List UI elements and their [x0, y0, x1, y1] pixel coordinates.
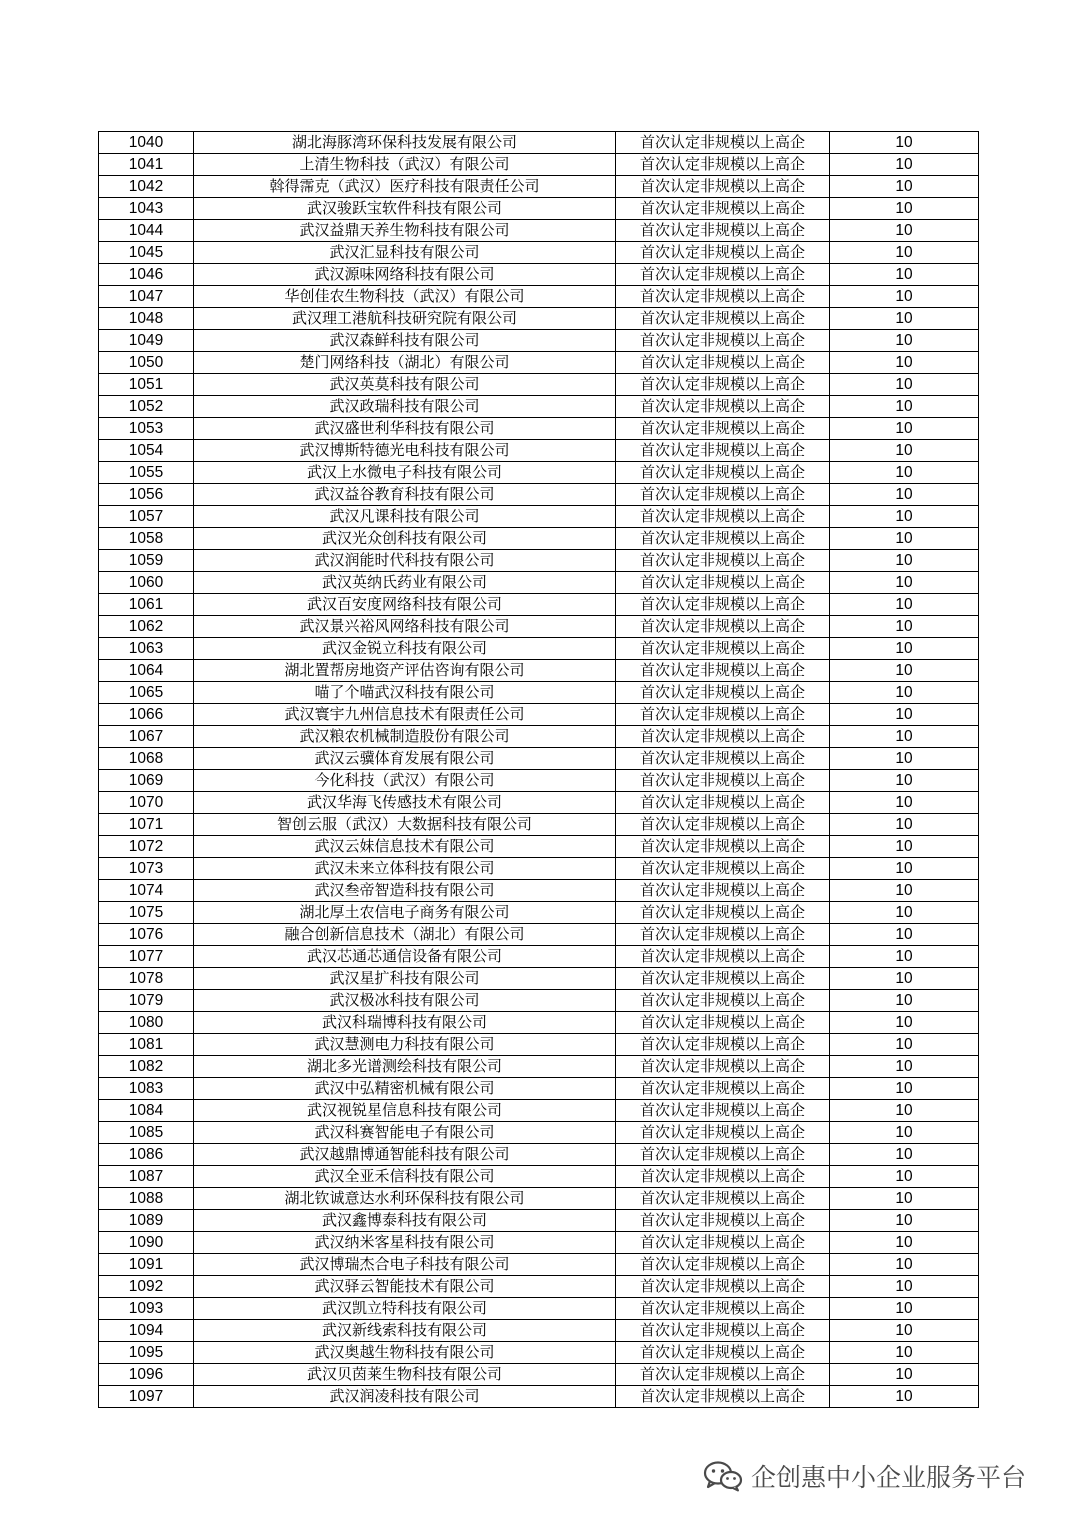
company-name: 武汉景兴裕风网络科技有限公司	[194, 616, 616, 638]
award-amount: 10	[830, 176, 979, 198]
table-row	[99, 418, 979, 440]
company-name: 楚门网络科技（湖北）有限公司	[194, 352, 616, 374]
recognition-category: 首次认定非规模以上高企	[616, 792, 830, 814]
company-name: 武汉凡课科技有限公司	[194, 506, 616, 528]
row-number: 1075	[99, 902, 194, 924]
row-number: 1082	[99, 1056, 194, 1078]
table-row	[99, 1254, 979, 1276]
company-name: 斡得霈克（武汉）医疗科技有限责任公司	[194, 176, 616, 198]
recognition-category: 首次认定非规模以上高企	[616, 550, 830, 572]
table-row	[99, 242, 979, 264]
table-row	[99, 308, 979, 330]
recognition-category: 首次认定非规模以上高企	[616, 1100, 830, 1122]
award-amount: 10	[830, 352, 979, 374]
award-amount: 10	[830, 770, 979, 792]
award-amount: 10	[830, 1364, 979, 1386]
award-amount: 10	[830, 814, 979, 836]
company-name: 武汉科瑞博科技有限公司	[194, 1012, 616, 1034]
table-row	[99, 814, 979, 836]
recognition-category: 首次认定非规模以上高企	[616, 1034, 830, 1056]
company-name: 武汉益鼎天养生物科技有限公司	[194, 220, 616, 242]
row-number: 1076	[99, 924, 194, 946]
recognition-category: 首次认定非规模以上高企	[616, 1166, 830, 1188]
recognition-category: 首次认定非规模以上高企	[616, 1276, 830, 1298]
row-number: 1058	[99, 528, 194, 550]
company-name: 融合创新信息技术（湖北）有限公司	[194, 924, 616, 946]
table-row	[99, 264, 979, 286]
recognition-category: 首次认定非规模以上高企	[616, 616, 830, 638]
company-name: 武汉奥越生物科技有限公司	[194, 1342, 616, 1364]
award-amount: 10	[830, 330, 979, 352]
table-row	[99, 330, 979, 352]
company-name: 武汉百安度网络科技有限公司	[194, 594, 616, 616]
company-name: 武汉贝茵莱生物科技有限公司	[194, 1364, 616, 1386]
company-name: 上清生物科技（武汉）有限公司	[194, 154, 616, 176]
company-name: 武汉全亚禾信科技有限公司	[194, 1166, 616, 1188]
company-name: 武汉英纳氏药业有限公司	[194, 572, 616, 594]
row-number: 1090	[99, 1232, 194, 1254]
award-amount: 10	[830, 396, 979, 418]
award-amount: 10	[830, 528, 979, 550]
table-row	[99, 1056, 979, 1078]
recognition-category: 首次认定非规模以上高企	[616, 1342, 830, 1364]
award-amount: 10	[830, 1298, 979, 1320]
company-name: 武汉星扩科技有限公司	[194, 968, 616, 990]
recognition-category: 首次认定非规模以上高企	[616, 1320, 830, 1342]
award-amount: 10	[830, 198, 979, 220]
company-name: 武汉粮农机械制造股份有限公司	[194, 726, 616, 748]
award-amount: 10	[830, 1386, 979, 1408]
row-number: 1048	[99, 308, 194, 330]
company-name: 武汉驿云智能技术有限公司	[194, 1276, 616, 1298]
company-name: 喵了个喵武汉科技有限公司	[194, 682, 616, 704]
table-row	[99, 638, 979, 660]
award-amount: 10	[830, 726, 979, 748]
table-row	[99, 880, 979, 902]
company-name: 武汉云骥体育发展有限公司	[194, 748, 616, 770]
table-row	[99, 968, 979, 990]
table-row	[99, 1342, 979, 1364]
company-name: 武汉视锐星信息科技有限公司	[194, 1100, 616, 1122]
company-name: 武汉科赛智能电子有限公司	[194, 1122, 616, 1144]
award-amount: 10	[830, 1034, 979, 1056]
row-number: 1053	[99, 418, 194, 440]
recognition-category: 首次认定非规模以上高企	[616, 1254, 830, 1276]
table-row	[99, 374, 979, 396]
award-amount: 10	[830, 242, 979, 264]
row-number: 1088	[99, 1188, 194, 1210]
recognition-category: 首次认定非规模以上高企	[616, 308, 830, 330]
award-amount: 10	[830, 506, 979, 528]
row-number: 1070	[99, 792, 194, 814]
table-row	[99, 748, 979, 770]
award-amount: 10	[830, 264, 979, 286]
table-row	[99, 792, 979, 814]
recognition-category: 首次认定非规模以上高企	[616, 638, 830, 660]
table-row	[99, 1386, 979, 1408]
table-row	[99, 990, 979, 1012]
award-amount: 10	[830, 1166, 979, 1188]
award-amount: 10	[830, 308, 979, 330]
company-name: 武汉未来立体科技有限公司	[194, 858, 616, 880]
row-number: 1092	[99, 1276, 194, 1298]
award-amount: 10	[830, 440, 979, 462]
company-name: 武汉理工港航科技研究院有限公司	[194, 308, 616, 330]
row-number: 1087	[99, 1166, 194, 1188]
company-name: 武汉森鲜科技有限公司	[194, 330, 616, 352]
row-number: 1059	[99, 550, 194, 572]
company-name: 武汉凯立特科技有限公司	[194, 1298, 616, 1320]
recognition-category: 首次认定非规模以上高企	[616, 1386, 830, 1408]
table-row	[99, 594, 979, 616]
award-amount: 10	[830, 1210, 979, 1232]
row-number: 1056	[99, 484, 194, 506]
award-amount: 10	[830, 374, 979, 396]
row-number: 1046	[99, 264, 194, 286]
recognition-category: 首次认定非规模以上高企	[616, 726, 830, 748]
row-number: 1044	[99, 220, 194, 242]
table-row	[99, 1100, 979, 1122]
table-row	[99, 528, 979, 550]
recognition-category: 首次认定非规模以上高企	[616, 836, 830, 858]
award-amount: 10	[830, 572, 979, 594]
recognition-category: 首次认定非规模以上高企	[616, 484, 830, 506]
recognition-category: 首次认定非规模以上高企	[616, 330, 830, 352]
recognition-category: 首次认定非规模以上高企	[616, 660, 830, 682]
recognition-category: 首次认定非规模以上高企	[616, 440, 830, 462]
company-name: 武汉盛世利华科技有限公司	[194, 418, 616, 440]
recognition-category: 首次认定非规模以上高企	[616, 396, 830, 418]
recognition-category: 首次认定非规模以上高企	[616, 374, 830, 396]
award-amount: 10	[830, 1100, 979, 1122]
recognition-category: 首次认定非规模以上高企	[616, 924, 830, 946]
award-amount: 10	[830, 484, 979, 506]
row-number: 1043	[99, 198, 194, 220]
table-row	[99, 198, 979, 220]
company-name: 武汉寰宇九州信息技术有限责任公司	[194, 704, 616, 726]
award-amount: 10	[830, 990, 979, 1012]
company-name: 今化科技（武汉）有限公司	[194, 770, 616, 792]
company-name: 武汉新线索科技有限公司	[194, 1320, 616, 1342]
table-row	[99, 924, 979, 946]
recognition-category: 首次认定非规模以上高企	[616, 572, 830, 594]
row-number: 1062	[99, 616, 194, 638]
recognition-category: 首次认定非规模以上高企	[616, 242, 830, 264]
recognition-category: 首次认定非规模以上高企	[616, 1232, 830, 1254]
table-row	[99, 1012, 979, 1034]
award-amount: 10	[830, 1232, 979, 1254]
table-row	[99, 1144, 979, 1166]
company-name: 武汉慧测电力科技有限公司	[194, 1034, 616, 1056]
recognition-category: 首次认定非规模以上高企	[616, 286, 830, 308]
recognition-category: 首次认定非规模以上高企	[616, 264, 830, 286]
row-number: 1093	[99, 1298, 194, 1320]
table-row	[99, 550, 979, 572]
award-amount: 10	[830, 1254, 979, 1276]
table-row	[99, 1298, 979, 1320]
recognition-category: 首次认定非规模以上高企	[616, 1298, 830, 1320]
recognition-category: 首次认定非规模以上高企	[616, 198, 830, 220]
row-number: 1066	[99, 704, 194, 726]
row-number: 1068	[99, 748, 194, 770]
recognition-category: 首次认定非规模以上高企	[616, 418, 830, 440]
table-row	[99, 154, 979, 176]
table-row	[99, 132, 979, 154]
row-number: 1089	[99, 1210, 194, 1232]
row-number: 1097	[99, 1386, 194, 1408]
company-name: 武汉英莫科技有限公司	[194, 374, 616, 396]
table-row	[99, 440, 979, 462]
row-number: 1055	[99, 462, 194, 484]
company-name: 湖北置帮房地资产评估咨询有限公司	[194, 660, 616, 682]
recognition-category: 首次认定非规模以上高企	[616, 902, 830, 924]
row-number: 1061	[99, 594, 194, 616]
award-amount: 10	[830, 154, 979, 176]
company-name: 武汉博斯特德光电科技有限公司	[194, 440, 616, 462]
row-number: 1084	[99, 1100, 194, 1122]
recognition-category: 首次认定非规模以上高企	[616, 770, 830, 792]
table-row	[99, 770, 979, 792]
row-number: 1063	[99, 638, 194, 660]
table-row	[99, 484, 979, 506]
row-number: 1096	[99, 1364, 194, 1386]
row-number: 1083	[99, 1078, 194, 1100]
award-amount: 10	[830, 1078, 979, 1100]
row-number: 1060	[99, 572, 194, 594]
recognition-category: 首次认定非规模以上高企	[616, 1012, 830, 1034]
recognition-category: 首次认定非规模以上高企	[616, 594, 830, 616]
company-name: 湖北海豚湾环保科技发展有限公司	[194, 132, 616, 154]
recognition-category: 首次认定非规模以上高企	[616, 506, 830, 528]
recognition-category: 首次认定非规模以上高企	[616, 880, 830, 902]
recognition-category: 首次认定非规模以上高企	[616, 1188, 830, 1210]
company-name: 武汉中弘精密机械有限公司	[194, 1078, 616, 1100]
award-amount: 10	[830, 1122, 979, 1144]
award-amount: 10	[830, 924, 979, 946]
recognition-category: 首次认定非规模以上高企	[616, 1056, 830, 1078]
watermark	[703, 1456, 1026, 1496]
table-row	[99, 572, 979, 594]
row-number: 1091	[99, 1254, 194, 1276]
table-row	[99, 1078, 979, 1100]
row-number: 1051	[99, 374, 194, 396]
table-row	[99, 352, 979, 374]
recognition-category: 首次认定非规模以上高企	[616, 682, 830, 704]
company-name: 武汉纳米客星科技有限公司	[194, 1232, 616, 1254]
recognition-category: 首次认定非规模以上高企	[616, 1078, 830, 1100]
row-number: 1073	[99, 858, 194, 880]
recognition-category: 首次认定非规模以上高企	[616, 1122, 830, 1144]
table-row	[99, 1232, 979, 1254]
company-name: 湖北多光谱测绘科技有限公司	[194, 1056, 616, 1078]
row-number: 1049	[99, 330, 194, 352]
watermark-text: 企创惠中小企业服务平台	[751, 1463, 1027, 1492]
award-amount: 10	[830, 946, 979, 968]
award-amount: 10	[830, 638, 979, 660]
award-amount: 10	[830, 1276, 979, 1298]
award-amount: 10	[830, 418, 979, 440]
award-amount: 10	[830, 660, 979, 682]
table-row	[99, 1364, 979, 1386]
row-number: 1079	[99, 990, 194, 1012]
company-name: 武汉极冰科技有限公司	[194, 990, 616, 1012]
award-amount: 10	[830, 286, 979, 308]
award-amount: 10	[830, 1144, 979, 1166]
company-name: 武汉越鼎博通智能科技有限公司	[194, 1144, 616, 1166]
company-name: 武汉鑫博泰科技有限公司	[194, 1210, 616, 1232]
table-row	[99, 286, 979, 308]
award-amount: 10	[830, 1188, 979, 1210]
award-amount: 10	[830, 836, 979, 858]
recognition-category: 首次认定非规模以上高企	[616, 154, 830, 176]
award-amount: 10	[830, 462, 979, 484]
row-number: 1086	[99, 1144, 194, 1166]
award-amount: 10	[830, 1056, 979, 1078]
award-amount: 10	[830, 1320, 979, 1342]
row-number: 1077	[99, 946, 194, 968]
table-row	[99, 660, 979, 682]
award-amount: 10	[830, 880, 979, 902]
row-number: 1041	[99, 154, 194, 176]
recognition-category: 首次认定非规模以上高企	[616, 1144, 830, 1166]
table-row	[99, 704, 979, 726]
company-list-table	[98, 131, 979, 1408]
row-number: 1071	[99, 814, 194, 836]
recognition-category: 首次认定非规模以上高企	[616, 814, 830, 836]
table-row	[99, 726, 979, 748]
row-number: 1042	[99, 176, 194, 198]
recognition-category: 首次认定非规模以上高企	[616, 704, 830, 726]
company-name: 武汉骏跃宝软件科技有限公司	[194, 198, 616, 220]
recognition-category: 首次认定非规模以上高企	[616, 132, 830, 154]
row-number: 1095	[99, 1342, 194, 1364]
table-body	[99, 132, 979, 1408]
company-name: 智创云服（武汉）大数据科技有限公司	[194, 814, 616, 836]
table-row	[99, 1276, 979, 1298]
row-number: 1047	[99, 286, 194, 308]
row-number: 1067	[99, 726, 194, 748]
table-row	[99, 396, 979, 418]
recognition-category: 首次认定非规模以上高企	[616, 528, 830, 550]
company-name: 武汉润能时代科技有限公司	[194, 550, 616, 572]
recognition-category: 首次认定非规模以上高企	[616, 176, 830, 198]
table-row	[99, 616, 979, 638]
row-number: 1078	[99, 968, 194, 990]
recognition-category: 首次认定非规模以上高企	[616, 946, 830, 968]
row-number: 1040	[99, 132, 194, 154]
company-name: 湖北厚土农信电子商务有限公司	[194, 902, 616, 924]
company-name: 武汉叁帝智造科技有限公司	[194, 880, 616, 902]
recognition-category: 首次认定非规模以上高企	[616, 990, 830, 1012]
row-number: 1069	[99, 770, 194, 792]
award-amount: 10	[830, 704, 979, 726]
company-name: 武汉博瑞杰合电子科技有限公司	[194, 1254, 616, 1276]
company-name: 武汉金锐立科技有限公司	[194, 638, 616, 660]
award-amount: 10	[830, 220, 979, 242]
row-number: 1054	[99, 440, 194, 462]
table-row	[99, 176, 979, 198]
table-row	[99, 682, 979, 704]
award-amount: 10	[830, 616, 979, 638]
row-number: 1085	[99, 1122, 194, 1144]
company-name: 武汉华海飞传感技术有限公司	[194, 792, 616, 814]
recognition-category: 首次认定非规模以上高企	[616, 352, 830, 374]
company-name: 华创佳农生物科技（武汉）有限公司	[194, 286, 616, 308]
table-row	[99, 1320, 979, 1342]
row-number: 1074	[99, 880, 194, 902]
award-amount: 10	[830, 902, 979, 924]
company-name: 武汉芯通芯通信设备有限公司	[194, 946, 616, 968]
award-amount: 10	[830, 132, 979, 154]
company-name: 武汉光众创科技有限公司	[194, 528, 616, 550]
table-row	[99, 902, 979, 924]
wechat-icon	[703, 1460, 743, 1492]
row-number: 1045	[99, 242, 194, 264]
row-number: 1081	[99, 1034, 194, 1056]
row-number: 1072	[99, 836, 194, 858]
company-name: 武汉上水微电子科技有限公司	[194, 462, 616, 484]
company-name: 武汉源味网络科技有限公司	[194, 264, 616, 286]
award-amount: 10	[830, 682, 979, 704]
table-row	[99, 1166, 979, 1188]
recognition-category: 首次认定非规模以上高企	[616, 1210, 830, 1232]
recognition-category: 首次认定非规模以上高企	[616, 858, 830, 880]
recognition-category: 首次认定非规模以上高企	[616, 462, 830, 484]
recognition-category: 首次认定非规模以上高企	[616, 968, 830, 990]
table-row	[99, 1210, 979, 1232]
company-name: 武汉益谷教育科技有限公司	[194, 484, 616, 506]
company-name: 武汉汇显科技有限公司	[194, 242, 616, 264]
recognition-category: 首次认定非规模以上高企	[616, 1364, 830, 1386]
table-row	[99, 220, 979, 242]
company-name: 湖北钦诚意达水利环保科技有限公司	[194, 1188, 616, 1210]
row-number: 1094	[99, 1320, 194, 1342]
award-amount: 10	[830, 1012, 979, 1034]
recognition-category: 首次认定非规模以上高企	[616, 748, 830, 770]
row-number: 1057	[99, 506, 194, 528]
award-amount: 10	[830, 594, 979, 616]
row-number: 1052	[99, 396, 194, 418]
award-amount: 10	[830, 550, 979, 572]
table-row	[99, 1188, 979, 1210]
table-row	[99, 836, 979, 858]
award-amount: 10	[830, 792, 979, 814]
award-amount: 10	[830, 858, 979, 880]
company-name: 武汉润凌科技有限公司	[194, 1386, 616, 1408]
award-amount: 10	[830, 748, 979, 770]
company-name: 武汉政瑞科技有限公司	[194, 396, 616, 418]
company-name: 武汉云妹信息技术有限公司	[194, 836, 616, 858]
award-amount: 10	[830, 1342, 979, 1364]
table-row	[99, 506, 979, 528]
award-amount: 10	[830, 968, 979, 990]
table-row	[99, 1122, 979, 1144]
table-row	[99, 946, 979, 968]
row-number: 1050	[99, 352, 194, 374]
row-number: 1065	[99, 682, 194, 704]
recognition-category: 首次认定非规模以上高企	[616, 220, 830, 242]
table-row	[99, 1034, 979, 1056]
table-row	[99, 858, 979, 880]
row-number: 1064	[99, 660, 194, 682]
row-number: 1080	[99, 1012, 194, 1034]
table-row	[99, 462, 979, 484]
